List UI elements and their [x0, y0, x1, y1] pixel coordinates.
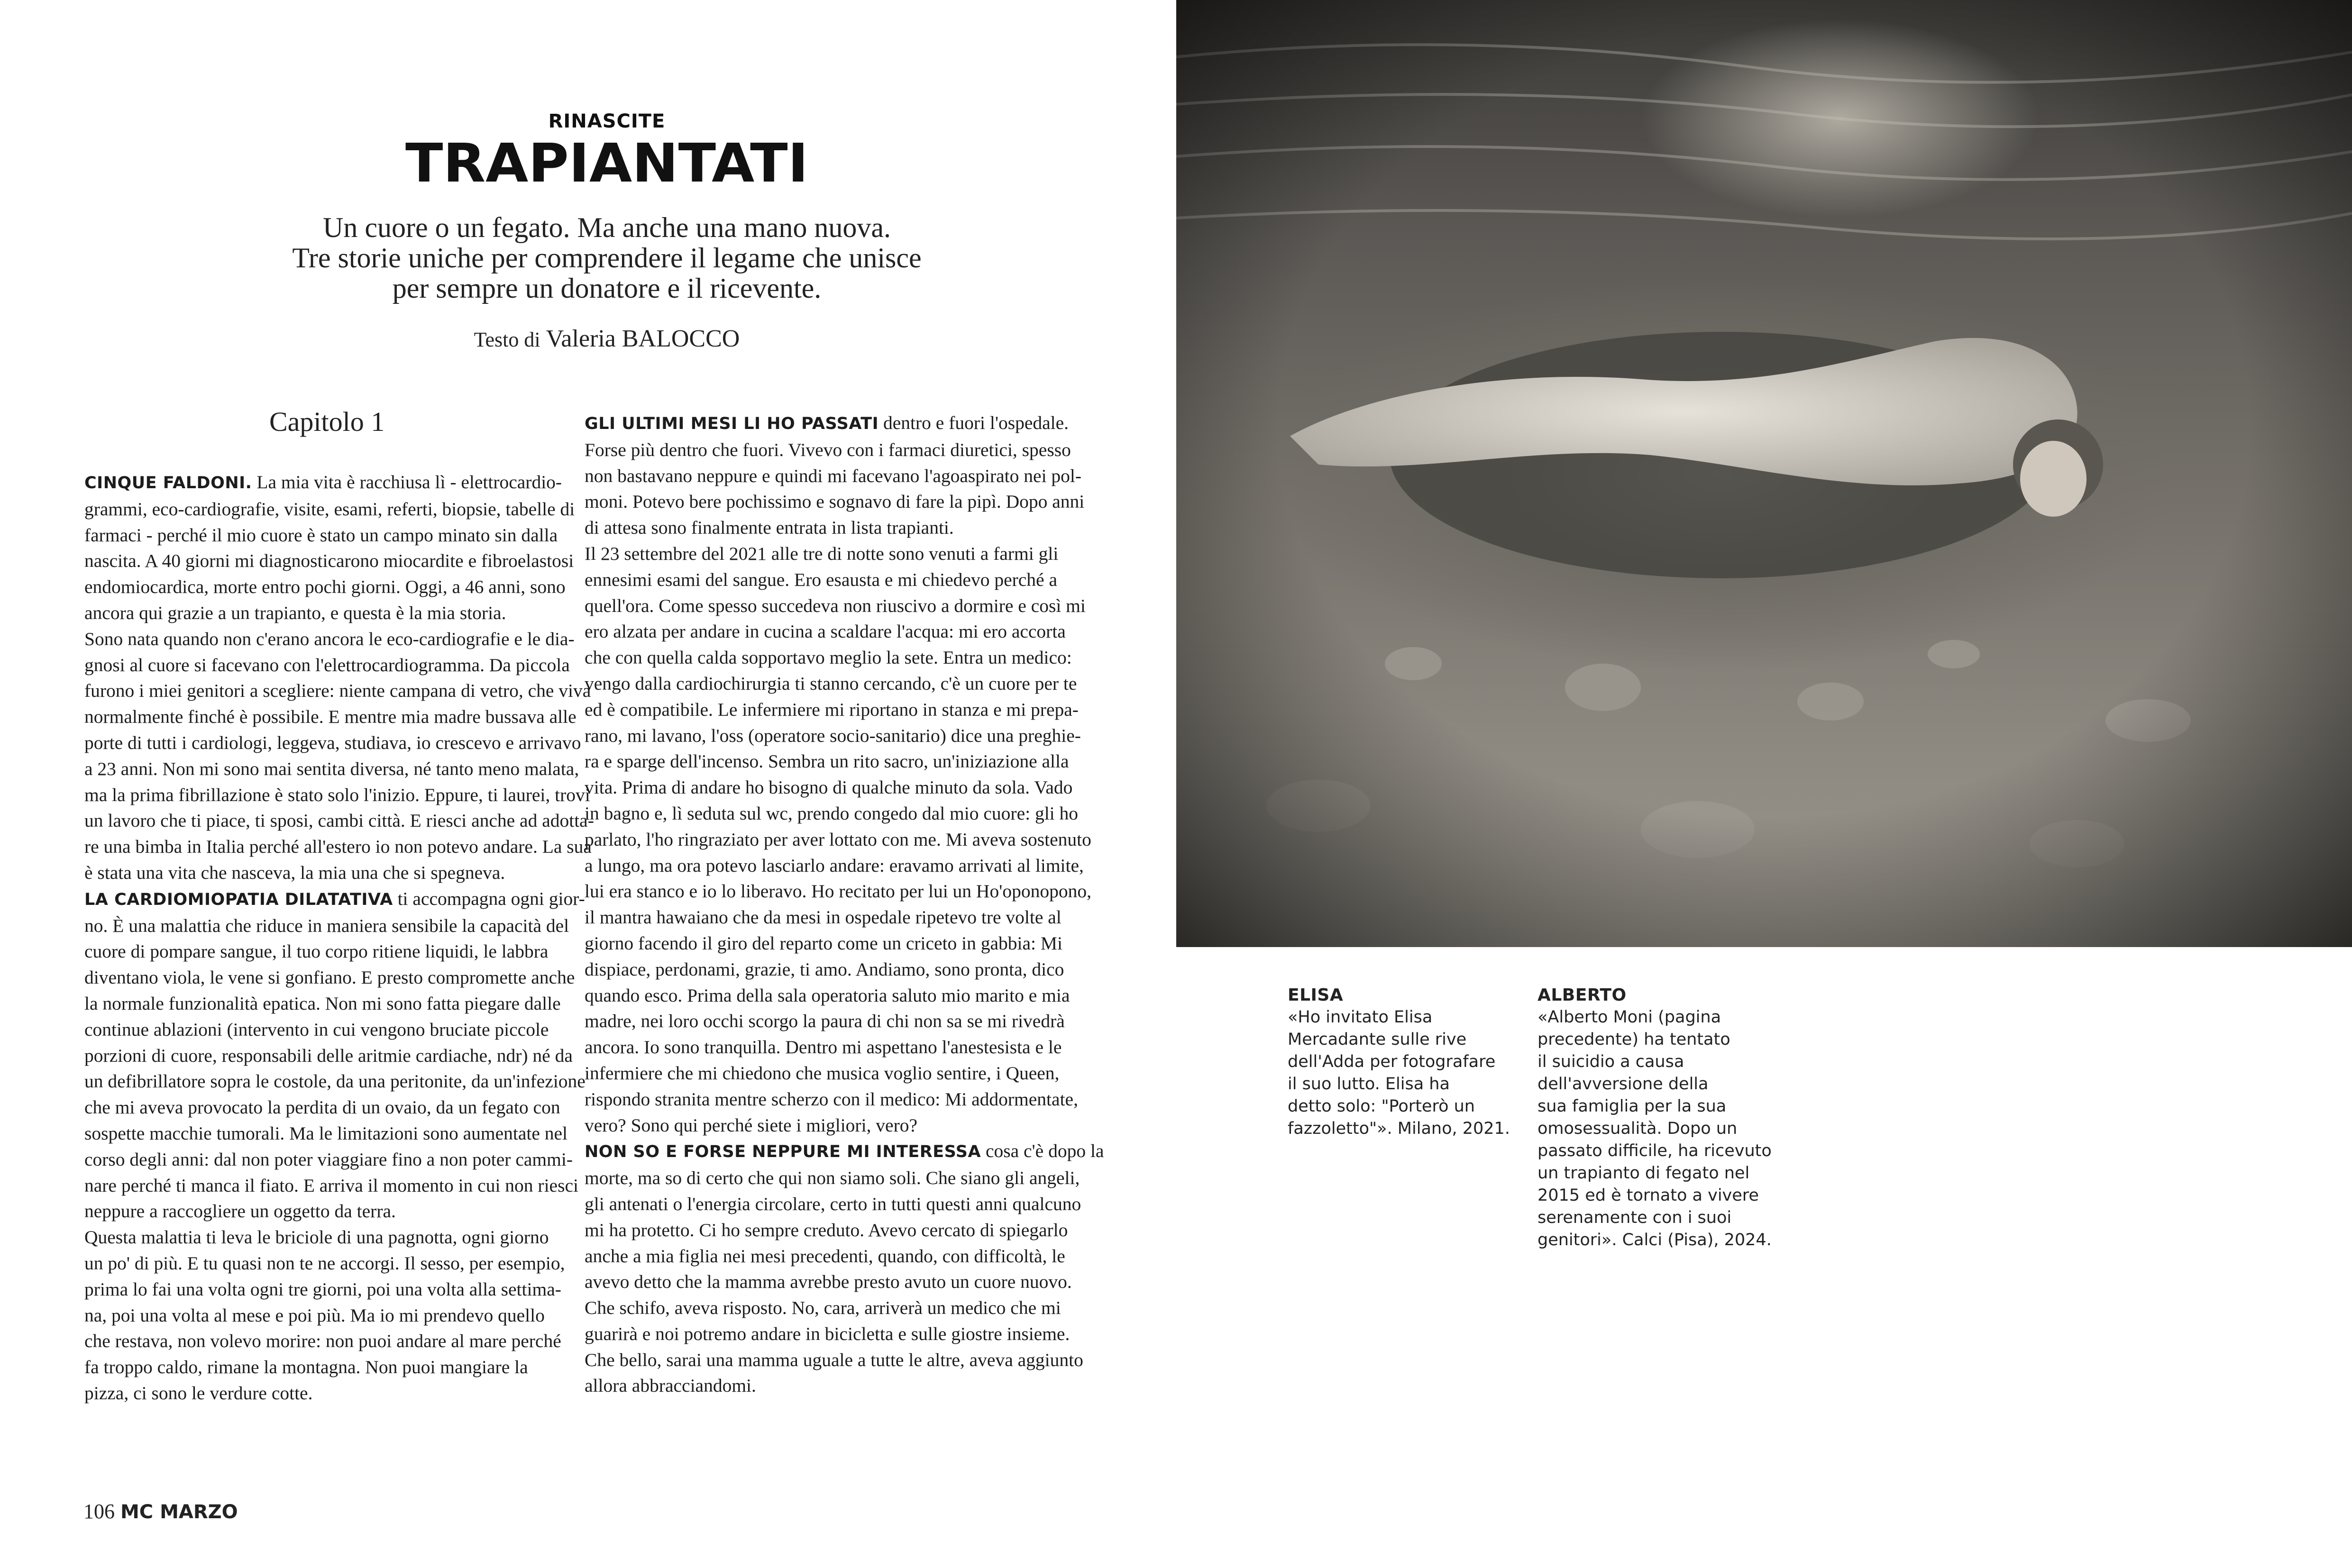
text-line-content: porte di tutti i cardiologi, leggeva, studiava, io crescevo e arrivavo	[84, 732, 581, 753]
text-line-content: che mi aveva provocato la perdita di un ovaio, da un fegato con	[84, 1097, 560, 1118]
text-line-content: il mantra hawaiano che da mesi in ospedale ripetevo tre volte al	[585, 907, 1062, 928]
paragraph-lead-in: GLI ULTIMI MESI LI HO PASSATI	[585, 414, 879, 433]
text-line	[585, 1347, 1083, 1373]
section-kicker: RINASCITE	[548, 110, 666, 132]
text-line	[585, 1373, 1071, 1399]
text-line-content: che con quella calda sopportavo meglio la sete. Entra un medico:	[585, 647, 1072, 668]
text-line	[84, 1017, 570, 1043]
text-line-content: un po' di più. E tu quasi non te ne accorgi. Il sesso, per esempio,	[84, 1252, 565, 1274]
text-line-content: ma la prima fibrillazione è stato solo l'inizio. Eppure, ti laurei, trovi	[84, 784, 590, 805]
text-line	[84, 939, 570, 965]
byline-author: Valeria BALOCCO	[546, 325, 740, 352]
caption-name: ELISA	[1288, 985, 1344, 1005]
caption-line: «Ho invitato Elisa	[1288, 1008, 1433, 1027]
text-line-content: corso degli anni: dal non poter viaggiare fino a non poter cammi-	[84, 1149, 573, 1170]
text-line-content: in bagno e, lì seduta sul wc, prendo congedo dal mio cuore: gli ho	[585, 802, 1079, 824]
text-line-content: fa troppo caldo, rimane la montagna. Non puoi mangiare la	[84, 1357, 528, 1378]
text-line-content: na, poi una volta al mese e poi più. Ma io mi prendevo quello	[84, 1304, 545, 1326]
text-line	[585, 1008, 1071, 1034]
text-line	[585, 1165, 1080, 1191]
text-line-content: sospette macchie tumorali. Ma le limitazioni sono aumentate nel	[84, 1122, 568, 1144]
byline	[370, 325, 844, 353]
text-line-content: ra e sparge dell'incenso. Sembra un rito sacro, un'iniziazione alla	[585, 751, 1069, 772]
text-line-content: allora abbracciandomi.	[585, 1375, 756, 1396]
text-line	[84, 652, 570, 678]
text-line-content: un defibrillatore sopra le costole, da una peritonite, da un'infezione	[84, 1071, 586, 1092]
text-line-content: di attesa sono finalmente entrata in lista trapianti.	[585, 517, 954, 538]
text-line	[84, 808, 594, 834]
text-line	[585, 1138, 1104, 1165]
text-line	[585, 1191, 1081, 1217]
text-line	[585, 775, 1071, 801]
text-line	[585, 671, 1077, 697]
text-line	[84, 1043, 573, 1069]
text-line-content: endomiocardica, morte entro pochi giorni. Oggi, a 46 anni, sono	[84, 576, 566, 598]
caption-line: precedente) ha tentato	[1537, 1030, 1730, 1049]
text-line	[84, 626, 575, 652]
text-line	[585, 515, 1071, 541]
text-line	[84, 756, 579, 782]
text-line	[84, 965, 575, 991]
text-line-content: Questa malattia ti leva le briciole di una pagnotta, ogni giorno	[84, 1227, 549, 1248]
text-line-content: un lavoro che ti piace, ti sposi, cambi città. E riesci anche ad adotta-	[84, 810, 594, 831]
text-line	[84, 1303, 570, 1329]
text-line	[84, 469, 570, 496]
text-line	[84, 522, 570, 548]
caption-line: serenamente con i suoi	[1537, 1208, 1732, 1227]
photo-woman-lying-in-river	[1176, 0, 2352, 947]
text-line-content: dentro e fuori l'ospedale.	[879, 412, 1069, 433]
text-line-content: a lungo, ma ora potevo lasciarlo andare: eravamo arrivati al limite,	[585, 855, 1084, 876]
text-line-content: ed è compatibile. Le infermiere mi riportano in stanza e mi prepa-	[585, 699, 1079, 720]
text-line	[84, 548, 574, 574]
text-line	[585, 1060, 1071, 1086]
text-line-content: nare perché ti manca il fiato. E arriva il momento in cui non riesci	[84, 1175, 578, 1196]
text-line-content: La mia vita è racchiusa lì - elettrocardio-	[252, 472, 562, 492]
text-line	[585, 983, 1071, 1009]
text-line-content: avevo detto che la mamma avrebbe presto avuto un cuore nuovo.	[585, 1271, 1072, 1293]
text-line-content: madre, nei loro occhi scorgo la paura di chi non sa se mi rivedrà	[585, 1011, 1065, 1032]
deck-line: Tre storie uniche per comprendere il legame che unisce	[292, 242, 922, 273]
text-line	[585, 437, 1071, 463]
text-line-content: la normale funzionalità epatica. Non mi sono fatta piegare dalle	[84, 993, 561, 1014]
text-line-content: gnosi al cuore si facevano con l'elettrocardiogramma. Da piccola	[84, 654, 570, 675]
text-line-content: quando esco. Prima della sala operatoria saluto mio marito e mia	[585, 985, 1070, 1006]
text-line	[585, 1112, 1071, 1139]
text-line-content: dispiace, perdonami, grazie, ti amo. Andiamo, sono pronta, dico	[585, 958, 1064, 980]
text-line	[585, 748, 1071, 775]
byline-lead: Testo di	[474, 328, 540, 351]
text-line	[585, 957, 1071, 983]
deck-line: Un cuore o un fegato. Ma anche una mano nuova.	[323, 212, 891, 243]
caption-line: detto solo: "Porterò un	[1288, 1097, 1475, 1116]
text-line	[84, 1198, 570, 1224]
text-line-content: cosa c'è dopo la	[981, 1140, 1104, 1162]
text-line-content: che restava, non volevo morire: non puoi andare al mare perché	[84, 1331, 561, 1352]
text-line	[585, 410, 1071, 437]
paragraph-lead-in: NON SO E FORSE NEPPURE MI INTERESSA	[585, 1142, 981, 1162]
text-line	[585, 1243, 1071, 1269]
text-line	[84, 1276, 570, 1303]
text-line	[84, 678, 591, 704]
text-line-content: porzioni di cuore, responsabili delle aritmie cardiache, ndr) né da	[84, 1045, 573, 1066]
text-line	[84, 574, 570, 600]
text-line	[84, 1328, 570, 1354]
text-line	[585, 930, 1071, 957]
text-line-content: giorno facendo il giro del reparto come un criceto in gabbia: Mi	[585, 932, 1063, 954]
text-line	[84, 1380, 570, 1406]
caption-line: il suo lutto. Elisa ha	[1288, 1075, 1450, 1094]
text-line	[84, 496, 575, 522]
text-line-content: Forse più dentro che fuori. Vivevo con i farmaci diuretici, spesso	[585, 439, 1071, 460]
text-line	[84, 1354, 570, 1380]
text-line-content: Che schifo, aveva risposto. No, cara, arriverà un medico che mi	[585, 1297, 1061, 1319]
text-line	[585, 697, 1079, 723]
text-line-content: anche a mia figlia nei mesi precedenti, quando, con difficoltà, le	[585, 1245, 1065, 1267]
page-number: 106	[83, 1500, 115, 1523]
text-line-content: gli antenati o l'energia circolare, certo in tutti questi anni qualcuno	[585, 1193, 1081, 1214]
text-line	[84, 1250, 570, 1276]
text-line-content: ancora. Io sono tranquilla. Dentro mi aspettano l'anestesista e le	[585, 1037, 1062, 1058]
caption-line: il suicidio a causa	[1537, 1052, 1684, 1071]
text-line	[585, 1321, 1071, 1347]
text-line	[585, 904, 1071, 930]
text-line-content: morte, ma so di certo che qui non siamo soli. Che siano gli angeli,	[585, 1167, 1080, 1189]
text-line-content: è stata una vita che nasceva, la mia una che si spegneva.	[84, 862, 505, 883]
text-line	[585, 541, 1071, 567]
caption-line: Mercadante sulle rive	[1288, 1030, 1467, 1049]
text-line	[585, 801, 1079, 827]
text-line	[84, 1068, 586, 1094]
text-line-content: non bastavano neppure e quindi mi facevano l'agoaspirato nei pol-	[585, 465, 1082, 486]
text-line	[585, 827, 1091, 853]
paragraph-lead-in: LA CARDIOMIOPATIA DILATATIVA	[84, 890, 393, 909]
text-line-content: infermiere che mi chiedono che musica voglio sentire, i Queen,	[585, 1062, 1060, 1084]
text-line	[84, 730, 581, 756]
text-line-content: rano, mi lavano, l'oss (operatore socio-sanitario) dice una preghie-	[585, 725, 1081, 746]
text-line-content: ero alzata per andare in cucina a scaldare l'acqua: mi ero accorta	[585, 621, 1066, 642]
text-column-2	[585, 410, 1104, 1399]
text-line	[585, 463, 1082, 489]
text-line-content: parlato, l'ho ringraziato per aver lottato con me. Mi aveva sostenuto	[585, 829, 1091, 850]
text-line-content: Che bello, sarai una mamma uguale a tutte le altre, aveva aggiunto	[585, 1349, 1083, 1370]
page-folio	[83, 1499, 238, 1523]
caption-line: un trapianto di fegato nel	[1537, 1164, 1750, 1183]
text-line-content: ti accompagna ogni gior-	[393, 888, 585, 909]
magazine-name: MC MARZO	[120, 1501, 238, 1523]
article-deck	[228, 212, 986, 303]
photo-illustration	[1176, 0, 2352, 947]
text-line-content: vengo dalla cardiochirurgia ti stanno cercando, c'è un cuore per te	[585, 673, 1077, 694]
text-line-content: farmaci - perché il mio cuore è stato un campo minato sin dalla	[84, 524, 558, 546]
caption-line: «Alberto Moni (pagina	[1537, 1008, 1721, 1027]
text-line	[585, 1086, 1078, 1112]
text-line-content: normalmente finché è possibile. E mentre mia madre bussava alle	[84, 706, 577, 728]
caption-alberto	[1537, 984, 1784, 1251]
text-line	[585, 878, 1091, 904]
text-line-content: prima lo fai una volta ogni tre giorni, poi una volta alla settima-	[84, 1278, 561, 1300]
text-line	[585, 593, 1086, 619]
text-line	[585, 723, 1081, 749]
caption-line: dell'Adda per fotografare	[1288, 1052, 1496, 1071]
text-line-content: guarirà e noi potremo andare in bicicletta e sulle giostre insieme.	[585, 1323, 1070, 1344]
text-line-content: furono i miei genitori a scegliere: niente campana di vetro, che viva	[84, 680, 591, 702]
caption-line: fazzoletto"». Milano, 2021.	[1288, 1119, 1510, 1138]
text-line-content: mi ha protetto. Ci ho sempre creduto. Avevo cercato di spiegarlo	[585, 1219, 1068, 1240]
text-line-content: neppure a raccogliere un oggetto da terra.	[84, 1201, 396, 1222]
caption-name: ALBERTO	[1537, 985, 1627, 1005]
text-line	[585, 853, 1084, 879]
text-line	[585, 567, 1071, 593]
text-line	[585, 489, 1085, 515]
text-line-content: lui era stanco e io lo liberavo. Ho recitato per lui un Ho'oponopono,	[585, 881, 1091, 902]
text-line-content: vita. Prima di andare ho bisogno di qualche minuto da sola. Vado	[585, 777, 1073, 798]
text-line-content: a 23 anni. Non mi sono mai sentita diversa, né tanto meno malata,	[84, 758, 579, 779]
text-line-content: rispondo stranita mentre scherzo con il medico: Mi addormentate,	[585, 1088, 1078, 1110]
text-line-content: grammi, eco-cardiografie, visite, esami, referti, biopsie, tabelle di	[84, 498, 575, 520]
text-line	[585, 619, 1071, 645]
caption-line: passato difficile, ha ricevuto	[1537, 1141, 1772, 1160]
text-line	[84, 991, 570, 1017]
text-line	[84, 886, 585, 913]
text-line	[84, 834, 592, 860]
text-line-content: vero? Sono qui perché siete i migliori, vero?	[585, 1114, 918, 1136]
text-line	[585, 1034, 1071, 1060]
caption-line: dell'avversione della	[1537, 1075, 1709, 1094]
text-line	[84, 1224, 570, 1250]
text-line-content: ancora qui grazie a un trapianto, e questa è la mia storia.	[84, 602, 506, 623]
text-line	[585, 1269, 1071, 1295]
text-line	[84, 1173, 578, 1199]
text-line	[84, 1094, 570, 1121]
text-line-content: nascita. A 40 giorni mi diagnosticarono miocardite e fibroelastosi	[84, 550, 574, 572]
text-line-content: pizza, ci sono le verdure cotte.	[84, 1382, 313, 1404]
text-line-content: Il 23 settembre del 2021 alle tre di notte sono venuti a farmi gli	[585, 543, 1059, 564]
text-line	[585, 1295, 1071, 1321]
text-line	[84, 860, 570, 886]
paragraph-lead-in: CINQUE FALDONI.	[84, 474, 252, 492]
caption-line: genitori». Calci (Pisa), 2024.	[1537, 1231, 1772, 1249]
text-line-content: moni. Potevo bere pochissimo e sognavo di fare la pipì. Dopo anni	[585, 491, 1085, 512]
text-line	[585, 1217, 1071, 1243]
article-title: TRAPIANTATI	[405, 133, 808, 194]
text-line	[84, 1121, 570, 1147]
caption-line: sua famiglia per la sua	[1537, 1097, 1727, 1116]
text-line	[84, 1147, 573, 1173]
chapter-heading: Capitolo 1	[269, 406, 385, 437]
text-line	[84, 913, 570, 939]
text-line	[84, 704, 577, 730]
text-line-content: quell'ora. Come spesso succedeva non riuscivo a dormire e così mi	[585, 595, 1086, 616]
text-line-content: cuore di pompare sangue, il tuo corpo ritiene liquidi, le labbra	[84, 941, 549, 962]
text-column-1	[84, 469, 594, 1406]
text-line	[585, 645, 1071, 671]
text-line-content: ennesimi esami del sangue. Ero esausta e mi chiedevo perché a	[585, 569, 1057, 590]
caption-line: 2015 ed è tornato a vivere	[1537, 1186, 1759, 1205]
text-line-content: continue ablazioni (intervento in cui vengono bruciate piccole	[84, 1019, 549, 1040]
caption-line: omosessualità. Dopo un	[1537, 1119, 1738, 1138]
text-line	[84, 782, 590, 808]
caption-elisa	[1288, 984, 1510, 1140]
text-line	[84, 600, 570, 626]
text-line-content: no. È una malattia che riduce in maniera sensibile la capacità del	[84, 915, 569, 936]
text-line-content: Sono nata quando non c'erano ancora le eco-cardiografie e le dia-	[84, 628, 575, 649]
text-line-content: re una bimba in Italia perché all'estero io non potevo andare. La sua	[84, 836, 592, 857]
text-line-content: diventano viola, le vene si gonfiano. E presto compromette anche	[84, 967, 575, 988]
deck-line: per sempre un donatore e il ricevente.	[392, 273, 822, 304]
